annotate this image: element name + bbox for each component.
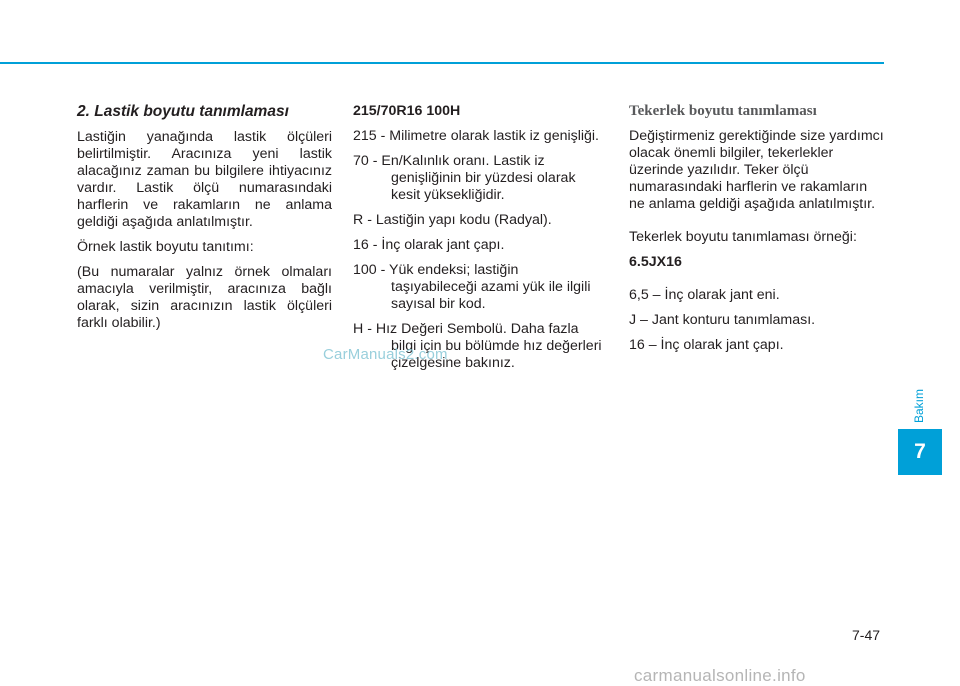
paragraph-wheel-example-label: Tekerlek boyutu tanımlaması örneği:: [629, 229, 857, 245]
wheel-code-example: 6.5JX16: [629, 254, 682, 270]
top-rule: [0, 62, 884, 64]
paragraph-disclaimer: (Bu numaralar yalnız örnek olmaları amacıyla verilmiştir, aracınıza bağlı olarak, sizin aracınızın lastik ölçüleri farklı olabilir.): [77, 264, 332, 331]
definition-text: Hız Değeri Sembolü. Daha fazla bilgi için bu bölümde hız değerleri çizelgesine bakınız.: [375, 321, 602, 371]
side-chapter-label: [911, 383, 927, 423]
column-right: [629, 103, 885, 362]
definition-code: 16: [353, 237, 369, 253]
definition-text: Milimetre olarak lastik iz genişliği.: [389, 128, 600, 144]
definition-item: 16 - İnç olarak jant çapı.: [353, 237, 505, 253]
definition-text: Lastiğin yapı kodu (Radyal).: [375, 212, 552, 228]
section-heading-tire-size: 2. Lastik boyutu tanımlaması: [77, 103, 289, 120]
paragraph-example-label: Örnek lastik boyutu tanıtımı:: [77, 239, 254, 255]
definition-code: 100: [353, 262, 377, 278]
definition-text: Yük endeksi; lastiğin taşıyabileceği azami yük ile ilgili sayısal bir kod.: [389, 262, 591, 312]
wheel-definition-diameter: 16 – İnç olarak jant çapı.: [629, 337, 784, 353]
chapter-tab: 7: [898, 429, 942, 475]
definition-code: 215: [353, 128, 377, 144]
paragraph-wheel-intro: Değiştirmeniz gerektiğinde size yardımcı olacak önemli bilgiler, tekerlekler üzerinde yazılıdır. Teker ölçü numarasındaki harflerin ve rakamların ne anlama geldiği aşağıda anlatılmıştır.: [629, 128, 884, 212]
definition-code: 70: [353, 153, 369, 169]
definition-item: 100 - Yük endeksi; lastiğin taşıyabileceği azami yük ile ilgili sayısal bir kod.: [353, 262, 591, 312]
paragraph-tire-intro: Lastiğin yanağında lastik ölçüleri belirtilmiştir. Aracınıza yeni lastik alacağınız zaman bu bilgilere ihtiyacınız vardır. Lastik ölçü numarasındaki harflerin ve rakamların ne anlama geldiği aşağıda anlatılmıştır.: [77, 129, 332, 230]
wheel-definition-contour: J – Jant konturu tanımlaması.: [629, 312, 816, 328]
definition-code: R: [353, 212, 364, 228]
column-left: [77, 103, 332, 340]
definition-text: En/Kalınlık oranı. Lastik iz genişliğinin bir yüzdesi olarak kesit yüksekliğidir.: [381, 153, 576, 203]
watermark: CarManuals2.com: [323, 346, 448, 363]
definition-item: R - Lastiğin yapı kodu (Radyal).: [353, 212, 552, 228]
side-chapter-label-text: Bakım: [912, 388, 926, 423]
definition-item: 215 - Milimetre olarak lastik iz genişliği.: [353, 128, 600, 144]
definition-text: İnç olarak jant çapı.: [381, 237, 505, 253]
wheel-definition-width: 6,5 – İnç olarak jant eni.: [629, 287, 780, 303]
column-middle: [353, 103, 607, 380]
definition-item: H - Hız Değeri Sembolü. Daha fazla bilgi için bu bölümde hız değerleri çizelgesine bakınız.: [353, 321, 602, 371]
footer-site-link[interactable]: carmanualsonline.info: [634, 666, 806, 685]
tire-code-example: 215/70R16 100H: [353, 103, 461, 119]
definition-item: 70 - En/Kalınlık oranı. Lastik iz genişliğinin bir yüzdesi olarak kesit yüksekliğidir.: [353, 153, 576, 203]
page-number: 7-47: [852, 627, 881, 643]
definition-code: H: [353, 321, 364, 337]
section-heading-wheel-size: Tekerlek boyutu tanımlaması: [629, 103, 817, 119]
